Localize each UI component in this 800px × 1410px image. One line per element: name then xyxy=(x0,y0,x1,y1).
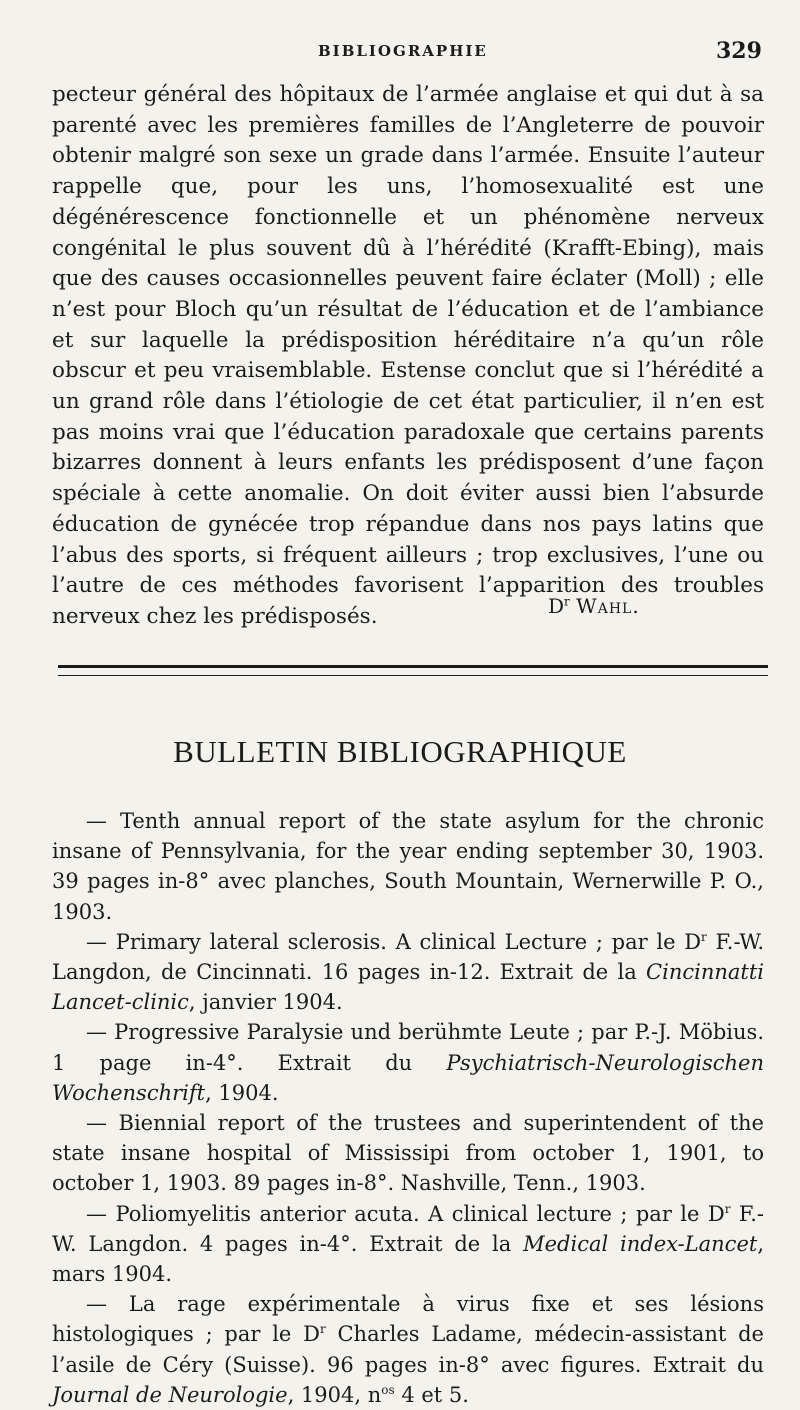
journal-title: Medical index-Lancet xyxy=(523,1231,758,1256)
section-divider-thick xyxy=(58,665,768,668)
entry-text: — Biennial report of the trustees and superintendent of the state insane hospital of Mississipi from october 1, 1901, to october 1, 1903. 89 pages in-8°. Nashville, Tenn., 1903. xyxy=(52,1111,764,1196)
page-number: 329 xyxy=(716,38,762,64)
entry-text: , 1904. xyxy=(205,1080,279,1105)
entry-text: 4 et 5. xyxy=(394,1382,469,1407)
entry-text: — Primary lateral sclerosis. A clinical Lecture ; par le D xyxy=(86,929,702,954)
running-header xyxy=(0,38,800,68)
entry-text: Charles Ladame, médecin-assistant de l’asile de Céry (Suisse). 96 pages in-8° avec figures. Extrait du xyxy=(52,1322,764,1377)
bulletin-entry xyxy=(52,1108,764,1199)
section-divider-thin xyxy=(58,675,768,676)
entry-text: , 1904, n xyxy=(287,1382,382,1407)
entry-text: , janvier 1904. xyxy=(188,990,343,1015)
entry-text: F.-W. Langdon, de Cincinnati. 16 pages in-12. Extrait de la xyxy=(52,929,764,985)
running-title: BIBLIOGRAPHIE xyxy=(318,42,488,60)
bulletin-entry xyxy=(52,1289,764,1410)
entry-text: — Tenth annual report of the state asylum for the chronic insane of Pennsylvania, for the year ending september 30, 1903. 39 pages in-8° avec planches, South Mountain, Wernerwille P. O., 1903. xyxy=(52,809,764,924)
entry-text: — Poliomyelitis anterior acuta. A clinical lecture ; par le D xyxy=(86,1201,725,1226)
bulletin-entry xyxy=(52,806,764,927)
entry-text: , mars 1904. xyxy=(52,1231,764,1287)
entry-text: — La rage expérimentale à virus fixe et ses lésions histologiques ; par le D xyxy=(52,1292,764,1347)
bulletin-entry xyxy=(52,1199,764,1290)
bulletin-entry xyxy=(52,927,764,1018)
bulletin-list xyxy=(52,806,764,1410)
entry-superscript: r xyxy=(701,929,707,944)
review-continuation xyxy=(52,80,764,633)
journal-title: Cincinnatti Lancet-clinic xyxy=(52,960,764,1015)
entry-text: — Progressive Paralysie und berühmte Leute ; par P.-J. Möbius. 1 page in-4°. Extrait du xyxy=(52,1020,764,1075)
signature-title: D xyxy=(548,594,565,618)
entry-superscript: r xyxy=(724,1201,731,1216)
entry-superscript: r xyxy=(319,1322,326,1337)
signature-name: Wahl. xyxy=(576,594,640,618)
review-paragraph: pecteur général des hôpitaux de l’armée anglaise et qui dut à sa parenté avec les premières familles de l’Angleterre de pouvoir obtenir malgré son sexe un grade dans l’armée. Ensuite l’auteur rappelle que, pour les uns, l’homosexualité est une dégénérescence fonctionnelle et un phénomène nerveux congénital le plus souvent dû à l’hérédité (Krafft-Ebing), mais que des causes occasionnelles peuvent faire éclater (Moll) ; elle n’est pour Bloch qu’un résultat de l’éducation et de l’ambiance et sur laquelle la prédisposition héréditaire n’a qu’un rôle obscur et peu vraisemblable. Estense conclut que si l’hérédité a un grand rôle dans l’étiologie de cet état particulier, il n’en est pas moins vrai que l’éducation paradoxale que certains parents bizarres donnent à leurs enfants les prédisposent d’une façon spéciale à cette anomalie. On doit éviter aussi bien l’absurde éducation de gynécée trop répandue dans nos pays latins que l’abus des sports, si fréquent ailleurs ; trop exclusives, l’une ou l’autre de ces méthodes favorisent l’apparition des troubles nerveux chez les prédisposés. xyxy=(52,82,764,629)
signature-title-sup: r xyxy=(564,594,570,609)
section-heading: BULLETIN BIBLIOGRAPHIQUE xyxy=(173,734,627,769)
journal-title: Psychiatrisch-Neurologischen Wochenschrift xyxy=(52,1050,764,1105)
journal-title: Journal de Neurologie xyxy=(52,1382,288,1407)
bulletin-entry xyxy=(52,1017,764,1108)
entry-text: F.-W. Langdon. 4 pages in-4°. Extrait de la xyxy=(52,1201,764,1256)
review-signature xyxy=(548,594,640,618)
entry-superscript: os xyxy=(381,1382,395,1397)
